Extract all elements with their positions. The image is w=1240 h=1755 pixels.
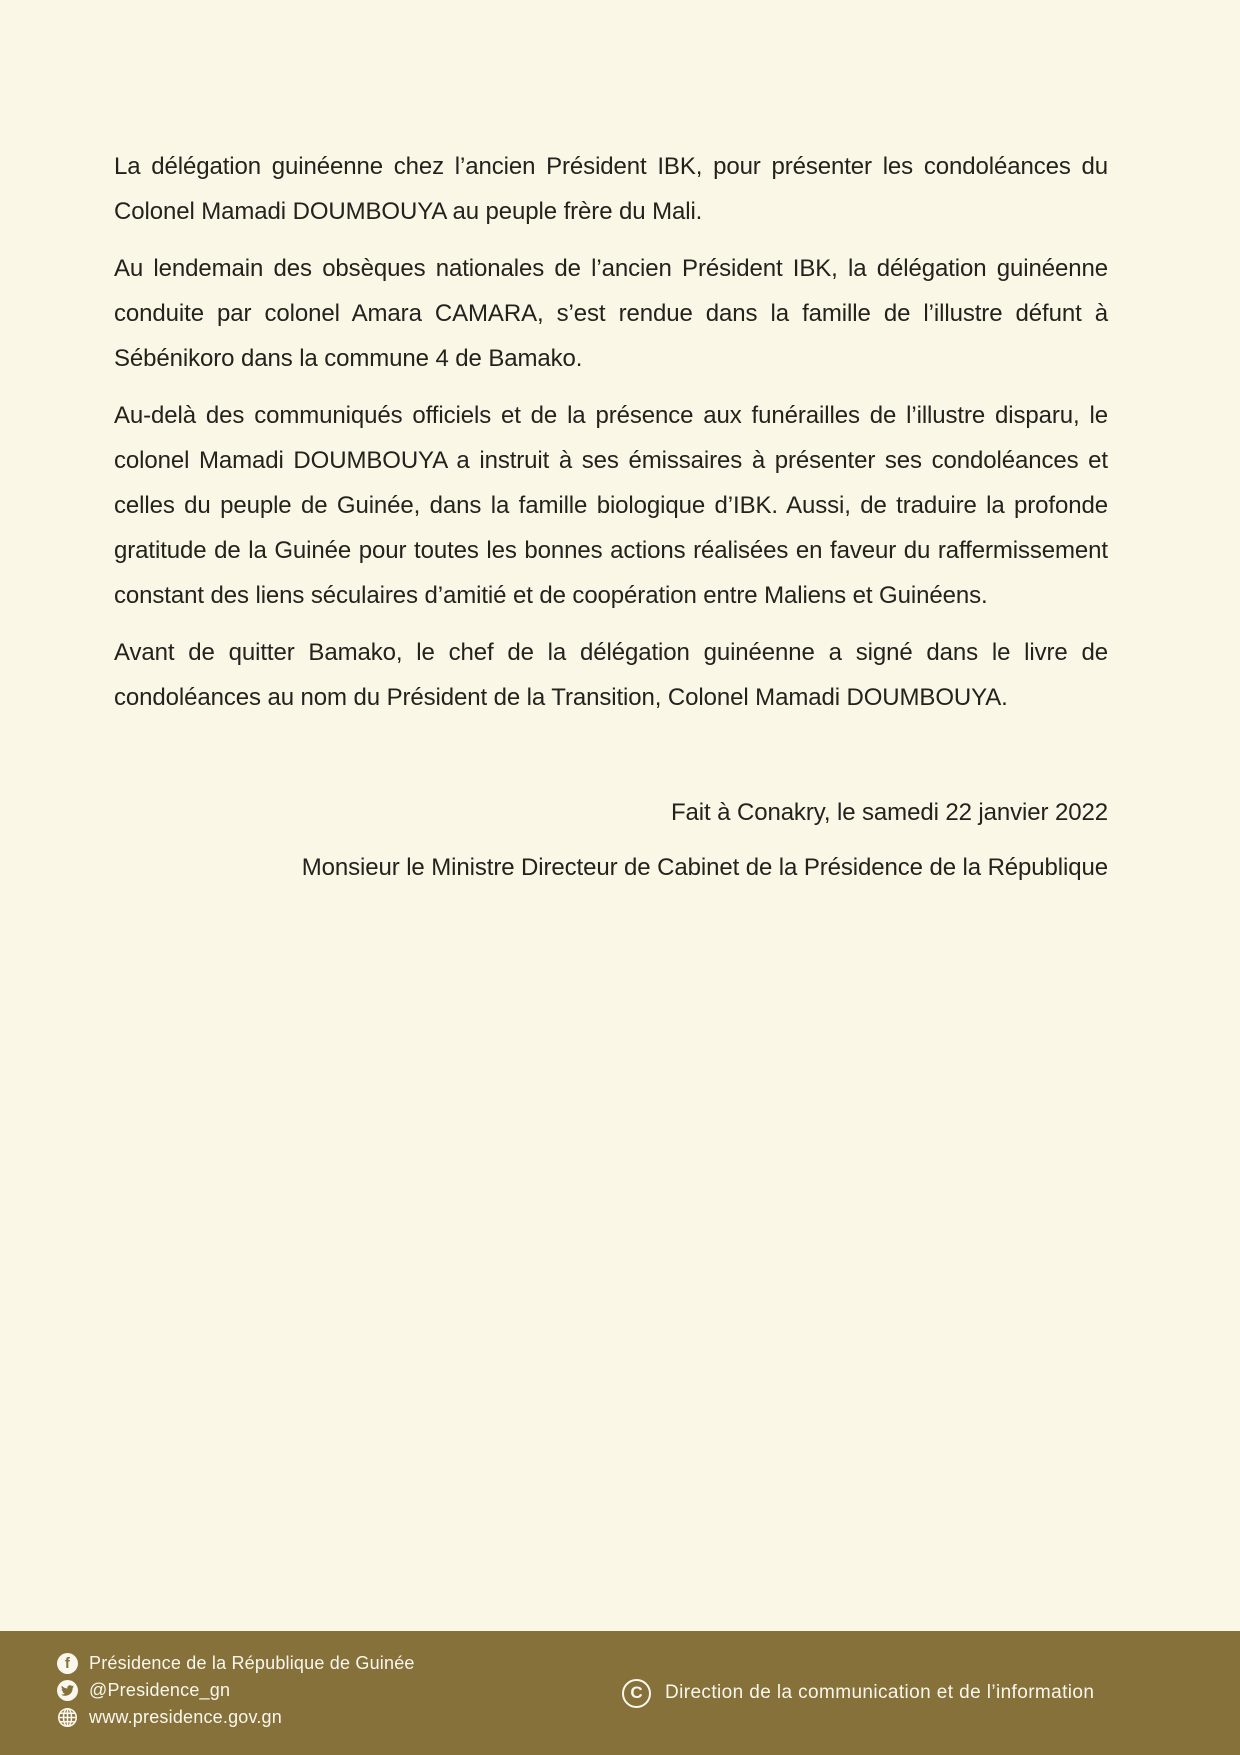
website-label: www.presidence.gov.gn [89,1706,282,1727]
twitter-icon [57,1680,78,1701]
facebook-icon: f [57,1653,78,1674]
paragraph-1: La délégation guinéenne chez l’ancien Président IBK, pour présenter les condoléances du Colonel Mamadi DOUMBOUYA au peuple frère du Mali. [114,153,1108,225]
signature-line: Monsieur le Ministre Directeur de Cabinet de la Présidence de la République [301,854,1108,881]
footer-bar [0,1631,1240,1755]
social-links [57,1653,415,1727]
copyright-icon: C [622,1679,651,1708]
dateline: Fait à Conakry, le samedi 22 janvier 2022 [670,799,1108,826]
globe-icon [57,1707,78,1728]
twitter-row [57,1680,415,1700]
paragraph-2: Au lendemain des obsèques nationales de l’ancien Président IBK, la délégation guinéenne conduite par colonel Amara CAMARA, s’est rendue dans la famille de l’illustre défunt à Sébénikoro dans la commune 4 de Bamako. [114,255,1108,372]
paragraph-4: Avant de quitter Bamako, le chef de la délégation guinéenne a signé dans le livre de condoléances au nom du Président de la Transition, Colonel Mamadi DOUMBOUYA. [114,639,1108,711]
facebook-label: Présidence de la République de Guinée [89,1652,415,1673]
website-row [57,1707,415,1727]
paragraph-3: Au-delà des communiqués officiels et de la présence aux funérailles de l’illustre disparu, le colonel Mamadi DOUMBOUYA a instruit à ses émissaires à présenter ses condoléances et celles du peuple de Guinée, dans la famille biologique d’IBK. Aussi, de traduire la profonde gratitude de la Guinée pour toutes les bonnes actions réalisées en faveur du raffermissement constant des liens séculaires d’amitié et de coopération entre Maliens et Guinéens. [114,402,1108,609]
twitter-label: @Presidence_gn [89,1679,231,1700]
credit-label: Direction de la communication et de l’information [665,1682,1095,1703]
facebook-row [57,1653,415,1673]
credit [622,1631,1094,1755]
